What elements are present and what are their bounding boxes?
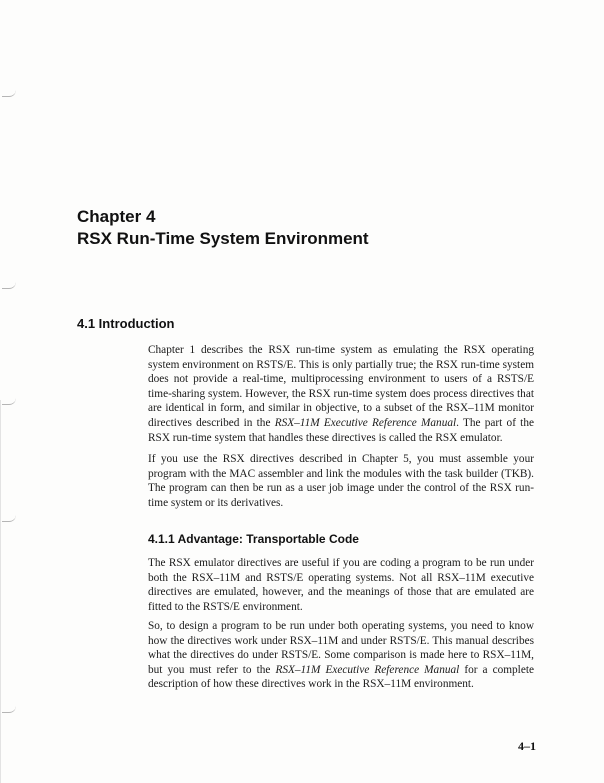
intro-paragraph-2: If you use the RSX directives described in Chapter 5, you must assemble your program with the MAC assembler and link the modules with the task builder (TKB). The program can then be run as a user job image under the control of the RSX run-time system or its derivatives. <box>148 453 534 509</box>
page-number: 4–1 <box>518 739 536 753</box>
manual-title-reference: RSX–11M Executive Reference Manual <box>275 663 460 676</box>
text-run: . The part of the RSX run-time system that handles these directives is called the RSX emulator. <box>148 416 534 444</box>
binding-hole-mark <box>2 90 16 97</box>
section-heading: 4.1 Introduction <box>77 316 175 331</box>
chapter-title: RSX Run-Time System Environment <box>77 229 369 248</box>
binding-hole-mark <box>2 515 16 522</box>
text-run: So, to design a program to be run under both operating systems, you need to know how the directives work under RSX–11M and under RSTS/E. This manual describes what the directives do under RSTS/E. Some comparison is made here to RSX–11M, but you must refer to the <box>148 620 534 676</box>
page-edge-line <box>0 400 1 783</box>
chapter-heading <box>77 206 369 250</box>
subsection-heading: 4.1.1 Advantage: Transportable Code <box>148 532 359 546</box>
subsection-paragraph-2 <box>148 619 534 692</box>
binding-hole-mark <box>2 706 16 713</box>
binding-hole-mark <box>2 398 16 405</box>
binding-hole-mark <box>2 282 16 289</box>
manual-title-reference: RSX–11M Executive Reference Manual <box>274 416 457 429</box>
chapter-number: Chapter 4 <box>77 207 156 226</box>
subsection-paragraph-1: The RSX emulator directives are useful if you are coding a program to be run under both the RSX–11M and RSTS/E operating systems. Not all RSX–11M executive directives are emulated, however, and the meanings of those that are emulated are fitted to the RSTS/E environment. <box>148 557 534 613</box>
text-run: for a complete description of how these directives work in the RSX–11M environment. <box>148 663 534 691</box>
intro-paragraph-1 <box>148 343 534 445</box>
text-run: Chapter 1 describes the RSX run-time system as emulating the RSX operating system environment on RSTS/E. This is only partially true; the RSX run-time system does not provide a real-time, multiprocessing environment to users of a RSTS/E time-sharing system. However, the RSX run-time system does process directives that are identical in form, and similar in objective, to a subset of the RSX–11M monitor directives described in the <box>148 344 534 429</box>
